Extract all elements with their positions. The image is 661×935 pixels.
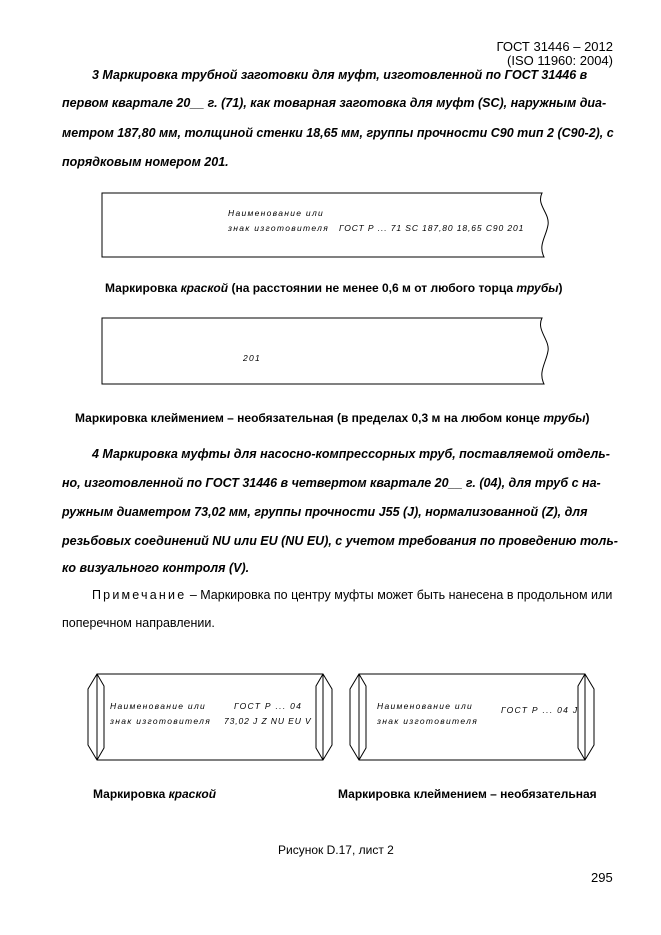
pipe-stamp-code: 201 <box>243 353 262 363</box>
note-label: Примечание <box>92 588 187 602</box>
iso-reference: (ISO 11960: 2004) <box>507 53 613 68</box>
stamp-caption-pre: Маркировка клеймением – необязательная (в пределах 0,3 м на любом конце <box>75 411 544 425</box>
stamp-caption-em: трубы <box>543 411 586 425</box>
coupling-paint-caption-pre: Маркировка <box>93 787 169 801</box>
section4-line-2: но, изготовленной по ГОСТ 31446 в четвертом квартале 20__ г. (04), для труб с на- <box>62 476 601 490</box>
paint-marking-caption <box>105 281 563 295</box>
note-line-2: поперечном направлении. <box>62 616 215 630</box>
coupling-paint-maker-line1: Наименование или <box>110 701 207 711</box>
page-number: 295 <box>591 870 613 885</box>
figure-caption: Рисунок D.17, лист 2 <box>278 843 394 857</box>
coupling-paint-maker-line2: знак изготовителя <box>110 716 212 726</box>
paint-caption-post: ) <box>558 281 563 295</box>
section4-line-1: 4 Маркировка муфты для насосно-компрессорных труб, поставляемой отдель- <box>92 447 610 461</box>
note-line-1 <box>92 588 612 602</box>
section4-line-4: резьбовых соединений NU или EU (NU EU), с учетом требования по проведению толь- <box>62 534 618 548</box>
coupling-stamp-code: ГОСТ Р ... 04 J <box>501 705 579 715</box>
pipe-paint-code: ГОСТ Р ... 71 SC 187,80 18,65 C90 201 <box>339 223 525 233</box>
coupling-paint-caption <box>93 787 216 801</box>
stamp-caption-post: ) <box>585 411 590 425</box>
pipe-paint-maker-line2: знак изготовителя <box>228 223 330 233</box>
coupling-stamp-caption: Маркировка клеймением – необязательная <box>338 787 597 801</box>
pipe-paint-maker-line1: Наименование или <box>228 208 325 218</box>
section4-line-5: ко визуального контроля (V). <box>62 561 250 575</box>
section4-line-3: ружным диаметром 73,02 мм, группы прочности J55 (J), нормализованной (Z), для <box>62 505 588 519</box>
pipe-diagram-stamp <box>102 318 562 384</box>
coupling-paint-code-line2: 73,02 J Z NU EU V <box>224 716 312 726</box>
stamp-marking-caption <box>75 411 590 425</box>
section3-line-3: метром 187,80 мм, толщиной стенки 18,65 мм, группы прочности С90 тип 2 (С90-2), с <box>62 126 614 140</box>
note-text-1: – Маркировка по центру муфты может быть нанесена в продольном или <box>186 588 613 602</box>
paint-caption-em2: трубы <box>516 281 559 295</box>
coupling-stamp-maker-line1: Наименование или <box>377 701 474 711</box>
coupling-paint-code-line1: ГОСТ Р ... 04 <box>234 701 303 711</box>
paint-caption-mid: (на расстоянии не менее 0,6 м от любого торца <box>228 281 517 295</box>
coupling-paint-caption-em: краской <box>168 787 217 801</box>
paint-caption-pre: Маркировка <box>105 281 181 295</box>
section3-line-1: 3 Маркировка трубной заготовки для муфт, изготовленной по ГОСТ 31446 в <box>92 68 588 82</box>
coupling-stamp-maker-line2: знак изготовителя <box>377 716 479 726</box>
section3-line-4: порядковым номером 201. <box>62 155 229 169</box>
paint-caption-em: краской <box>180 281 229 295</box>
standard-number: ГОСТ 31446 – 2012 <box>496 39 613 54</box>
section3-line-2: первом квартале 20__ г. (71), как товарная заготовка для муфт (SC), наружным диа- <box>62 96 607 110</box>
standard-header <box>497 40 613 68</box>
